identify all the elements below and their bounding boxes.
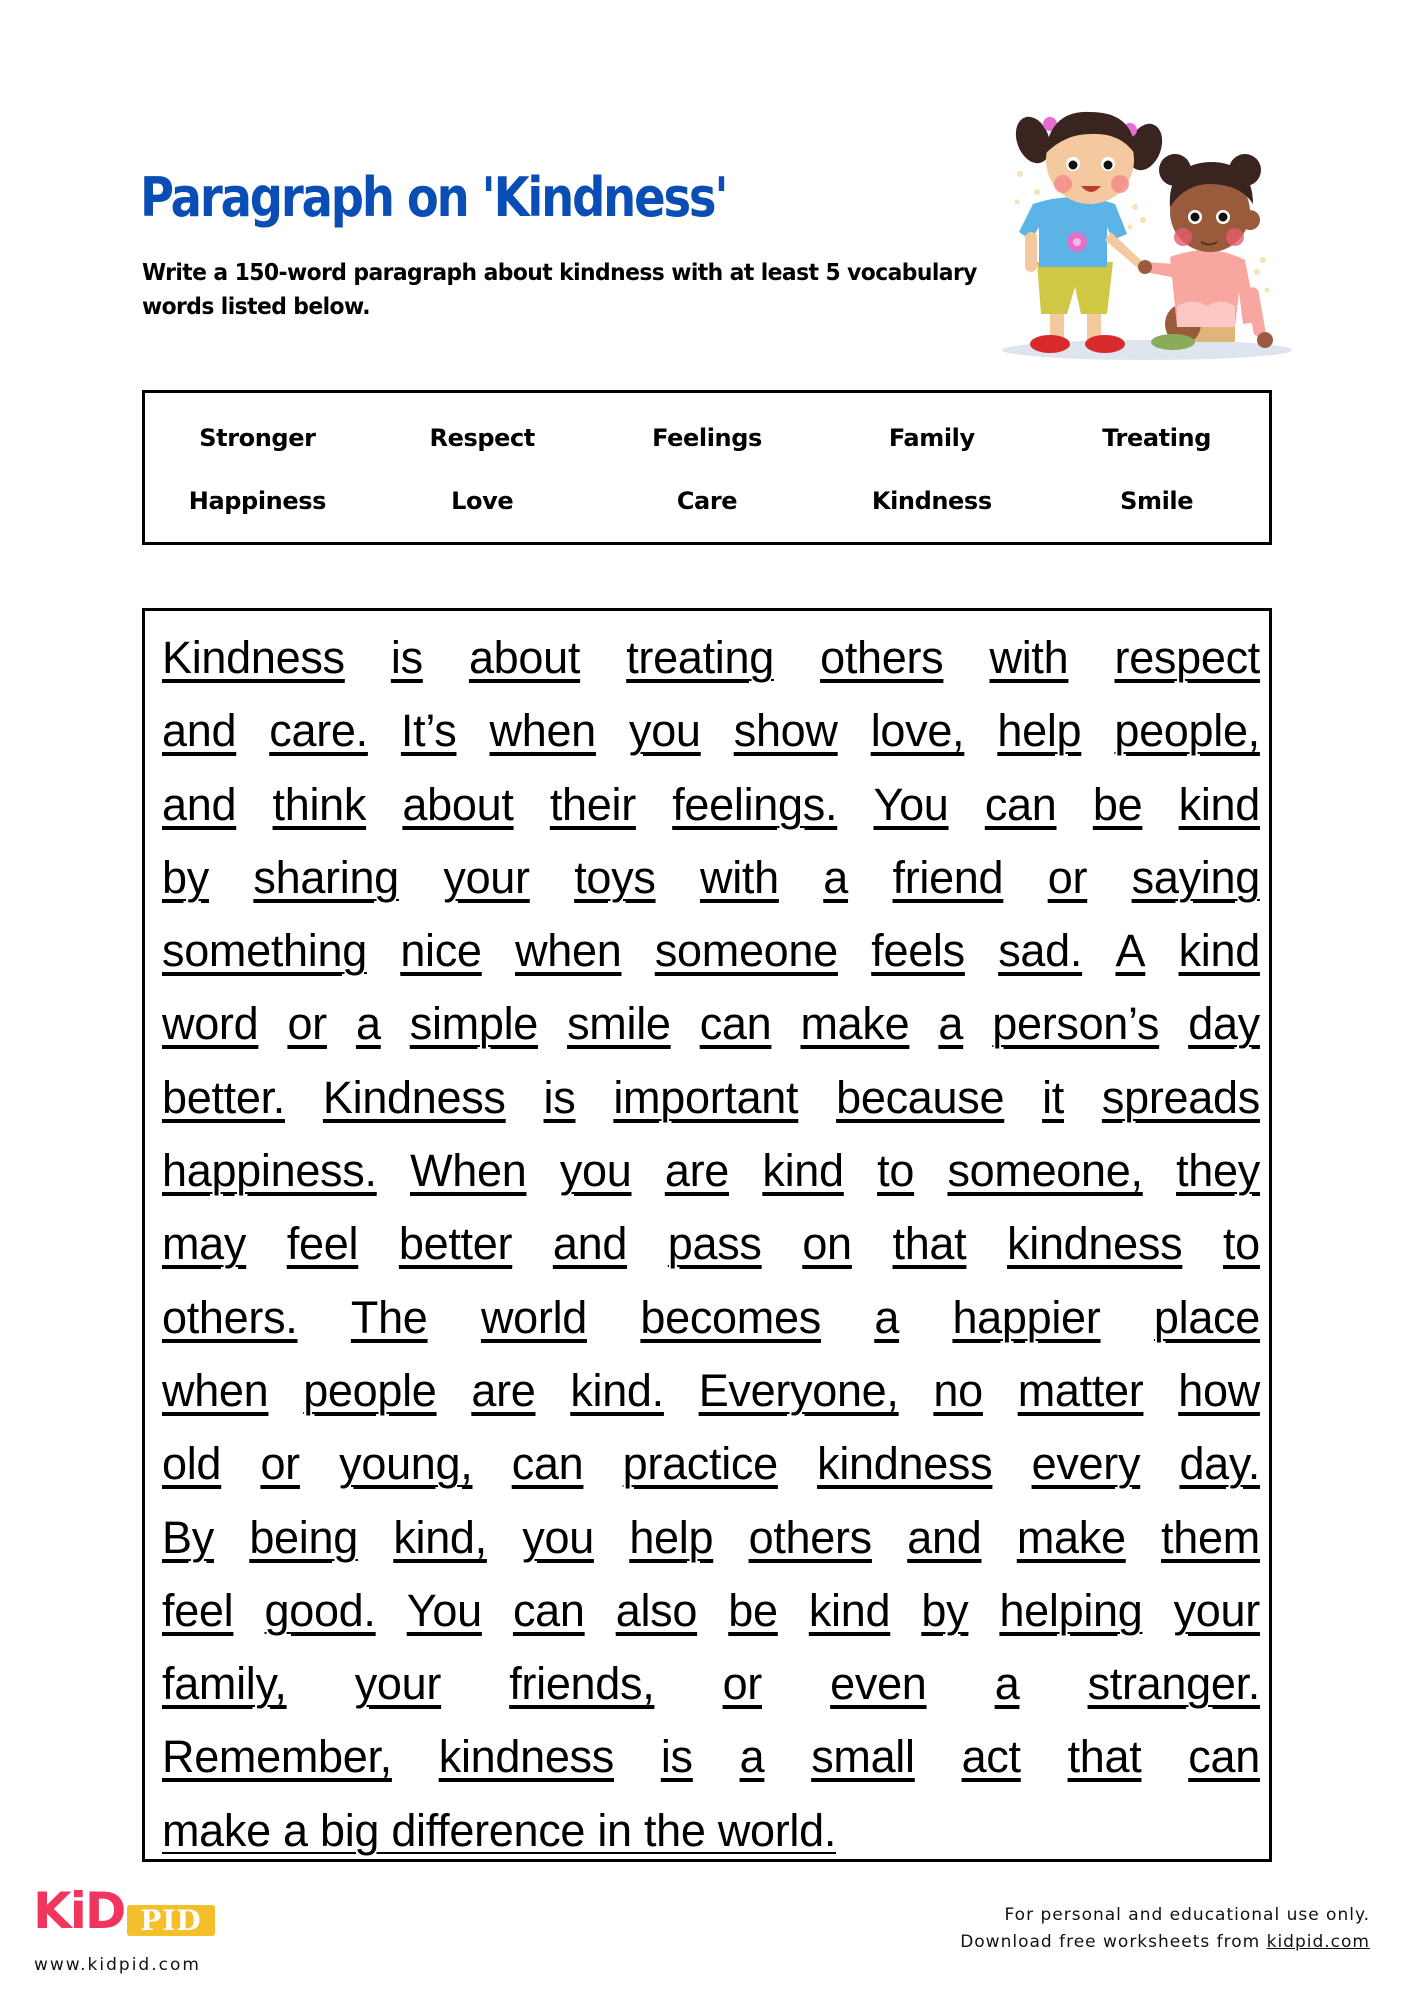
vocab-word: Treating <box>1102 424 1211 452</box>
paragraph-line: something nice when someone feels sad. A kind <box>162 925 1260 977</box>
download-note-prefix: Download free worksheets from <box>960 1932 1267 1952</box>
kids-helping-illustration <box>995 92 1295 362</box>
paragraph-line: others. The world becomes a happier place <box>162 1291 1260 1343</box>
paragraph-line: family, your friends, or even a stranger. <box>162 1658 1260 1710</box>
vocab-word: Smile <box>1120 487 1194 515</box>
paragraph-line: feel good. You can also be kind by helping your <box>162 1584 1260 1636</box>
kidpid-link[interactable]: kidpid.com <box>1266 1932 1370 1952</box>
vocab-word: Family <box>888 424 975 452</box>
paragraph-line: and think about their feelings. You can be kind <box>162 778 1260 830</box>
paragraph-line: By being kind, you help others and make them <box>162 1511 1260 1563</box>
instruction-text: Write a 150-word paragraph about kindness with at least 5 vocabulary words listed below. <box>142 260 977 320</box>
paragraph-line: make a big difference in the world. <box>162 1804 837 1856</box>
vocab-word: Love <box>451 487 514 515</box>
page-title: Paragraph on 'Kindness' <box>140 166 727 229</box>
vocab-word: Stronger <box>199 424 316 452</box>
kidpid-logo[interactable] <box>33 1882 218 1940</box>
paragraph-line: word or a simple smile can make a person’s day <box>162 998 1260 1050</box>
vocabulary-box <box>142 390 1272 545</box>
vocab-word: Care <box>676 487 738 515</box>
paragraph-text <box>162 621 1260 1867</box>
paragraph-line: old or young, can practice kindness every day. <box>162 1438 1260 1490</box>
download-note <box>960 1929 1370 1956</box>
vocabulary-grid <box>145 393 1269 542</box>
vocab-word: Feelings <box>652 424 762 452</box>
usage-note: For personal and educational use only. <box>1004 1905 1370 1925</box>
logo-kid-text: KiD <box>33 1882 125 1940</box>
paragraph-line: may feel better and pass on that kindness to <box>162 1218 1260 1270</box>
vocab-word: Happiness <box>188 487 326 515</box>
paragraph-line: by sharing your toys with a friend or saying <box>162 851 1260 903</box>
vocab-word: Kindness <box>871 487 992 515</box>
logo-pid-text: PID <box>140 1904 202 1937</box>
footer-note <box>960 1902 1370 1956</box>
paragraph-line: and care. It’s when you show love, help people, <box>162 705 1260 757</box>
logo-pid-badge <box>127 1905 215 1936</box>
paragraph-line: Remember, kindness is a small act that can <box>162 1731 1260 1783</box>
website-url[interactable]: www.kidpid.com <box>34 1955 201 1975</box>
paragraph-line: better. Kindness is important because it spreads <box>162 1071 1260 1123</box>
vocab-word: Respect <box>429 424 535 452</box>
illustration-icon <box>995 92 1295 362</box>
paragraph-line: Kindness is about treating others with respect <box>162 632 1260 683</box>
paragraph-line: happiness. When you are kind to someone, they <box>162 1145 1260 1197</box>
paragraph-line: when people are kind. Everyone, no matter how <box>162 1364 1260 1416</box>
paragraph-box <box>142 608 1272 1862</box>
